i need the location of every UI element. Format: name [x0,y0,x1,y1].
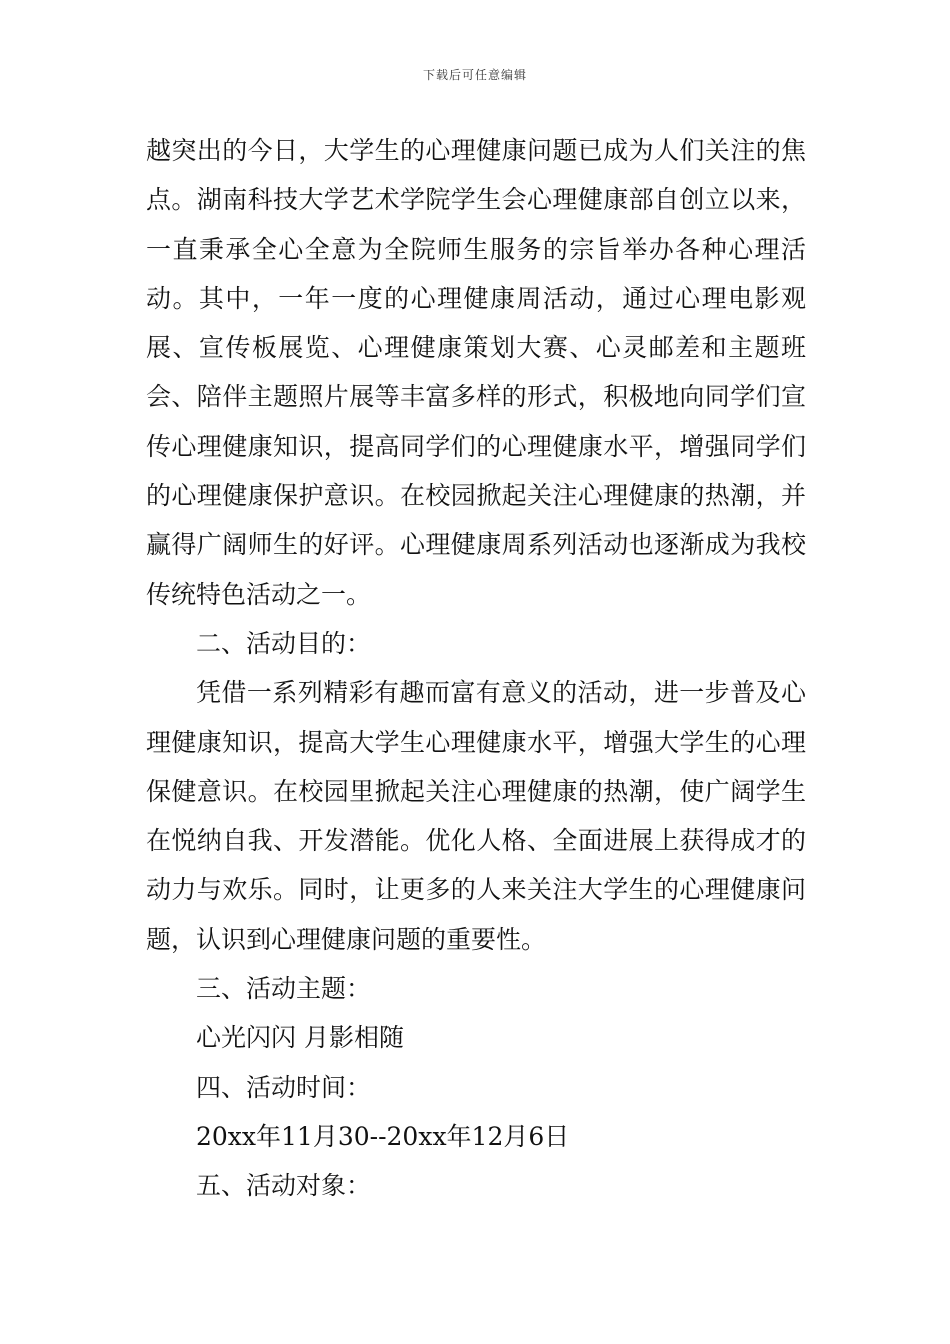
page-header-note: 下载后可任意编辑 [422,68,527,82]
section-heading-purpose: 二、活动目的： [196,628,372,658]
intro-paragraph: 越突出的今日，大学生的心理健康问题已成为人们关注的焦点。湖南科技大学艺术学院学生会心理健康部自创立以来，一直秉承全心全意为全院师生服务的宗旨举办各种心理活动。其中，一年一度的心理健康周活动，通过心理电影观展、宣传板展览、心理健康策划大赛、心灵邮差和主题班会、陪伴主题照片展等丰富多样的形式，积极地向同学们宣传心理健康知识，提高同学们的心理健康水平，增强同学们的心理健康保护意识。在校园掀起关注心理健康的热潮，并赢得广阔师生的好评。心理健康周系列活动也逐渐成为我校传统特色活动之一。 [146,136,806,609]
theme-value: 心光闪闪 月影相随 [196,1023,404,1053]
purpose-paragraph: 凭借一系列精彩有趣而富有意义的活动，进一步普及心理健康知识，提高大学生心理健康水平，增强大学生的心理保健意识。在校园里掀起关注心理健康的热潮，使广阔学生在悦纳自我、开发潜能。优化人格、全面进展上获得成才的动力与欢乐。同时，让更多的人来关注大学生的心理健康问题，认识到心理健康问题的重要性。 [146,678,806,954]
section-heading-audience: 五、活动对象： [196,1171,372,1201]
section-heading-time: 四、活动时间： [196,1072,372,1102]
document-body [146,126,806,1211]
section-heading-theme: 三、活动主题： [196,974,372,1004]
time-value: 20xx年11月30--20xx年12月6日 [196,1121,570,1151]
